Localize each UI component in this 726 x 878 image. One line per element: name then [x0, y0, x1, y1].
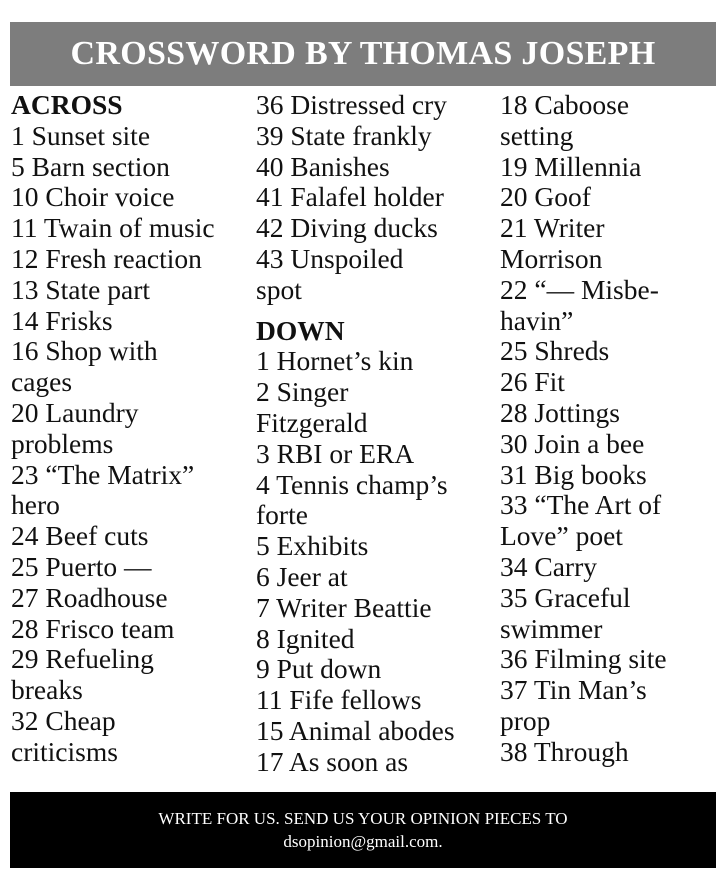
clue-line: 33 “The Art of [500, 489, 662, 521]
clue-line: 28 Jottings [500, 396, 620, 428]
clue-line: 1 Hornet’s kin [256, 345, 414, 377]
col2-down-clue-list [256, 346, 492, 777]
footer-line-1: WRITE FOR US. SEND US YOUR OPINION PIECES TO [158, 809, 568, 828]
clue-line: 21 Writer [500, 212, 605, 244]
clue-line: 14 Frisks [11, 304, 113, 336]
clue-line: 3 RBI or ERA [256, 437, 415, 469]
clue-line: setting [500, 119, 574, 151]
clue-line: problems [11, 427, 114, 459]
clue-line: havin” [500, 304, 574, 336]
clue-line: 30 Join a bee [500, 427, 645, 459]
clue-line: 8 Ignited [256, 622, 355, 654]
clue-line: 34 Carry [500, 550, 597, 582]
clue-line: prop [500, 704, 551, 736]
clue-line: 25 Puerto — [11, 550, 152, 582]
clue-line: 10 Choir voice [11, 181, 175, 213]
across-heading: ACROSS [11, 89, 123, 120]
clue-line: 23 “The Matrix” [11, 458, 195, 490]
footer-banner [10, 792, 716, 868]
clue-line: 11 Fife fellows [256, 684, 422, 716]
page-title: CROSSWORD BY THOMAS JOSEPH [10, 22, 716, 86]
clue-line: Morrison [500, 242, 603, 274]
down-column-continued [500, 90, 716, 768]
clue-line: 1 Sunset site [11, 119, 151, 151]
clue-line: cages [11, 366, 73, 398]
clue-line: 26 Fit [500, 366, 565, 398]
clue-line: 15 Animal abodes [256, 714, 455, 746]
clue-line: 22 “— Misbe- [500, 273, 659, 305]
clue-line: 9 Put down [256, 653, 382, 685]
clue-line: 43 Unspoiled [256, 242, 404, 274]
down-heading: DOWN [256, 314, 345, 346]
clue-line: criticisms [11, 735, 118, 767]
clue-line: 7 Writer Beattie [256, 591, 432, 623]
across-column [11, 90, 247, 768]
clue-line: 19 Millennia [500, 150, 642, 182]
clue-line: 35 Graceful [500, 581, 631, 613]
middle-column [256, 90, 492, 778]
clue-line: spot [256, 273, 302, 305]
clue-line: 38 Through [500, 735, 629, 767]
clue-line: swimmer [500, 612, 603, 644]
clue-line: 29 Refueling [11, 643, 154, 675]
clue-line: 6 Jeer at [256, 560, 348, 592]
footer-email[interactable]: dsopinion@gmail.com. [283, 832, 443, 851]
clue-line: 36 Filming site [500, 643, 667, 675]
clue-line: 16 Shop with [11, 335, 158, 367]
clue-line: 31 Big books [500, 458, 647, 490]
clue-line: 5 Barn section [11, 150, 170, 182]
clue-line: 5 Exhibits [256, 530, 369, 562]
clue-line: 37 Tin Man’s [500, 674, 647, 706]
clue-line: 42 Diving ducks [256, 212, 438, 244]
clue-line: Love” poet [500, 520, 623, 552]
clue-line: 28 Frisco team [11, 612, 175, 644]
clue-line: breaks [11, 674, 83, 706]
col2-across-clue-list [256, 90, 492, 306]
clue-line: 20 Goof [500, 181, 591, 213]
clue-line: 18 Caboose [500, 89, 630, 120]
clue-line: 24 Beef cuts [11, 520, 149, 552]
clue-line: forte [256, 499, 308, 531]
clue-line: 39 State frankly [256, 119, 432, 151]
clue-line: 25 Shreds [500, 335, 610, 367]
clue-line: 11 Twain of music [11, 212, 215, 244]
clue-line: 17 As soon as [256, 745, 409, 777]
clue-line: 32 Cheap [11, 704, 116, 736]
clue-line: 2 Singer [256, 376, 349, 408]
clue-line: hero [11, 489, 60, 521]
clue-line: 13 State part [11, 273, 150, 305]
clue-line: 27 Roadhouse [11, 581, 168, 613]
col3-clue-list [500, 90, 716, 768]
clue-line: 4 Tennis champ’s [256, 468, 448, 500]
col1-clue-list [11, 121, 247, 768]
clue-line: 40 Banishes [256, 150, 390, 182]
clue-line: 12 Fresh reaction [11, 242, 202, 274]
clue-line: Fitzgerald [256, 406, 368, 438]
clue-line: 20 Laundry [11, 396, 139, 428]
clue-line: 36 Distressed cry [256, 89, 447, 120]
clue-line: 41 Falafel holder [256, 181, 444, 213]
